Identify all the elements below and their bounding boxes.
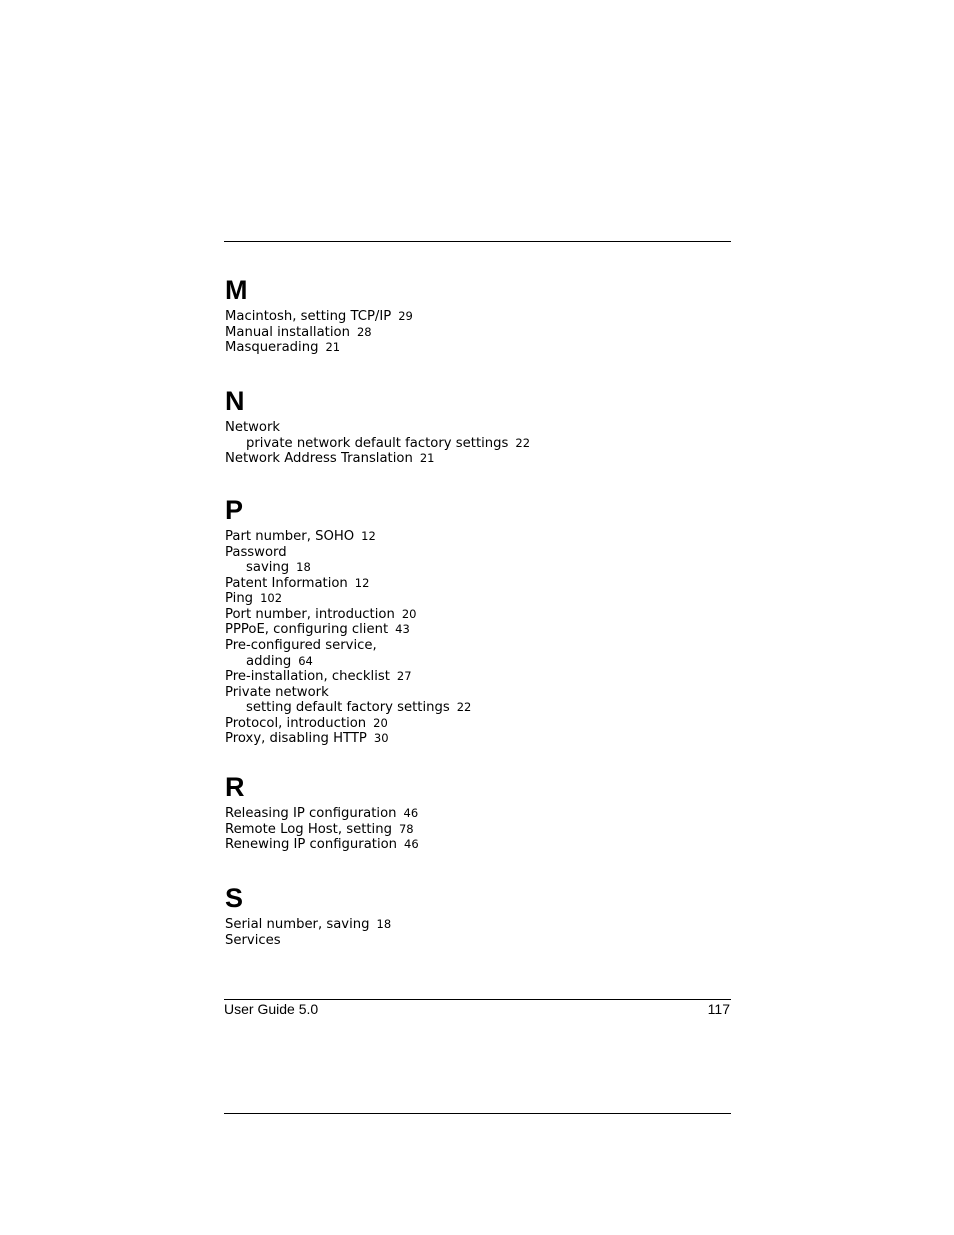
index-subentry <box>225 700 725 715</box>
section-letter: S <box>225 883 244 913</box>
entry-page: 21 <box>325 340 341 355</box>
section-letter: P <box>225 495 244 525</box>
index-subentry <box>225 560 725 575</box>
footer-guide-title: User Guide 5.0 <box>224 1001 319 1017</box>
index-section-p <box>225 495 725 747</box>
index-entry <box>225 607 725 623</box>
index-entry <box>225 837 725 853</box>
entry-text: Protocol, introduction <box>225 715 367 731</box>
entry-text: Services <box>225 932 281 948</box>
entry-text: Network <box>225 420 281 435</box>
entry-page: 18 <box>376 917 392 931</box>
entry-page: 20 <box>401 606 417 621</box>
index-entry <box>225 545 725 561</box>
entry-text: Part number, SOHO <box>225 529 355 544</box>
entry-page: 30 <box>373 731 389 746</box>
entry-text: Ping <box>225 591 254 607</box>
entry-text: Patent Information <box>225 575 348 591</box>
entry-text: Private network <box>225 684 329 700</box>
index-entry <box>225 340 725 356</box>
entry-text: adding <box>246 653 292 669</box>
bottom-rule <box>224 1113 731 1114</box>
entry-page: 12 <box>361 529 376 543</box>
entry-page: 22 <box>456 700 472 715</box>
entry-text: Masquerading <box>225 340 319 356</box>
entry-page: 46 <box>404 837 419 852</box>
index-entry <box>225 685 725 701</box>
section-letter: M <box>225 275 248 305</box>
entry-text: Manual installation <box>225 324 350 340</box>
entry-page: 21 <box>419 451 435 465</box>
entry-text: Password <box>225 544 287 560</box>
index-entry <box>225 576 725 592</box>
index-entry <box>225 591 725 607</box>
section-letter: R <box>225 772 245 802</box>
index-entry <box>225 917 725 933</box>
header-rule <box>224 241 731 242</box>
entry-page: 46 <box>403 806 419 820</box>
entry-text: Releasing IP configuration <box>225 806 397 821</box>
index-entry <box>225 716 725 732</box>
entry-text: Network Address Translation <box>225 451 413 466</box>
entry-page: 27 <box>396 668 412 683</box>
index-section-n <box>225 386 725 467</box>
index-entry <box>225 822 725 838</box>
entry-page: 22 <box>515 435 531 450</box>
entry-text: Pre-configured service, <box>225 637 377 653</box>
entry-page: 28 <box>356 324 372 339</box>
index-entry <box>225 806 725 822</box>
index-entry <box>225 669 725 685</box>
entry-page: 102 <box>260 591 283 606</box>
entry-page: 43 <box>395 622 410 637</box>
index-section-r <box>225 772 725 853</box>
index-entry <box>225 420 725 436</box>
entry-page: 12 <box>354 575 370 590</box>
entry-text: Proxy, disabling HTTP <box>225 731 367 747</box>
index-entry <box>225 451 725 467</box>
entry-text: saving <box>246 560 290 576</box>
entry-text: PPPoE, configuring client <box>225 622 389 638</box>
entry-text: Macintosh, setting TCP/IP <box>225 309 392 324</box>
index-entry <box>225 731 725 747</box>
entry-page: 20 <box>373 715 388 730</box>
entry-text: Renewing IP configuration <box>225 837 398 853</box>
footer-rule <box>224 999 731 1000</box>
index-entry <box>225 529 725 545</box>
entry-text: Pre-installation, checklist <box>225 668 390 684</box>
index-subentry <box>225 436 725 451</box>
footer-page-number: 117 <box>707 1001 730 1017</box>
entry-page: 18 <box>296 560 311 575</box>
entry-page: 29 <box>398 309 413 323</box>
index-section-s <box>225 883 725 948</box>
entry-text: Remote Log Host, setting <box>225 821 392 837</box>
section-letter: N <box>225 386 245 416</box>
entry-text: Port number, introduction <box>225 606 395 622</box>
index-entry <box>225 309 725 325</box>
index-entry <box>225 933 725 949</box>
entry-text: private network default factory settings <box>246 435 509 451</box>
index-subentry <box>225 654 725 669</box>
entry-text: setting default factory settings <box>246 700 450 716</box>
entry-text: Serial number, saving <box>225 917 370 932</box>
entry-page: 78 <box>398 821 414 836</box>
entry-page: 64 <box>298 653 313 668</box>
index-section-m <box>225 275 725 356</box>
index-entry <box>225 325 725 341</box>
index-entry <box>225 622 725 638</box>
index-entry <box>225 638 725 654</box>
